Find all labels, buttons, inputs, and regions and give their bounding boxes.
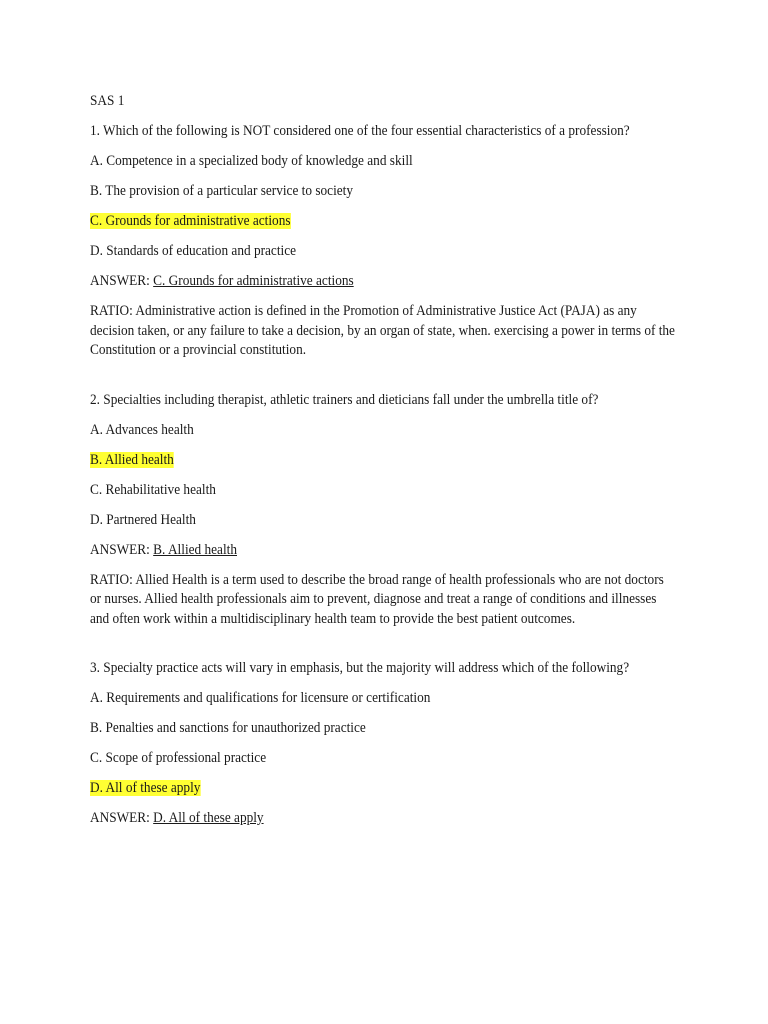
answer-value: C. Grounds for administrative actions (153, 273, 354, 289)
question-block-2 (90, 391, 664, 630)
ratio-text: RATIO: Administrative action is defined in the Promotion of Administrative Justice Act (PAJA) as any decision taken, or any failure to take a decision, by an organ of state, when. exercising a power in terms of the Constitution or a provincial constitution. (90, 303, 675, 358)
option-c: C. Rehabilitative health (90, 481, 216, 498)
answer-line (90, 272, 676, 292)
answer-value: B. Allied health (153, 541, 237, 558)
answer-line (90, 541, 676, 561)
answer-label: ANSWER: (90, 273, 154, 289)
option-d-highlighted (90, 779, 676, 799)
question-text: 1. Which of the following is NOT considered one of the four essential characteristics of a profession? (90, 123, 630, 139)
option-b: B. The provision of a particular service to society (90, 183, 354, 199)
answer-label: ANSWER: (90, 810, 154, 826)
option-b-highlighted (90, 451, 676, 471)
option-c-highlighted (90, 212, 676, 232)
answer-value: D. All of these apply (153, 810, 264, 826)
question-block-1 (90, 122, 675, 361)
highlighted-answer-option: B. Allied health (90, 451, 174, 468)
option-a: A. Requirements and qualifications for licensure or certification (90, 690, 431, 706)
question-text: 3. Specialty practice acts will vary in emphasis, but the majority will address which of the following? (90, 660, 630, 676)
answer-line (90, 809, 676, 829)
option-d: D. Standards of education and practice (90, 243, 297, 259)
option-d: D. Partnered Health (90, 511, 196, 528)
question-block-3 (90, 659, 648, 829)
highlighted-answer-option: C. Grounds for administrative actions (90, 213, 291, 229)
document-title: SAS 1 (90, 93, 125, 109)
option-b: B. Penalties and sanctions for unauthorized practice (90, 720, 366, 736)
option-a: A. Advances health (90, 421, 194, 438)
option-c: C. Scope of professional practice (90, 750, 267, 766)
question-text: 2. Specialties including therapist, athletic trainers and dieticians fall under the umbrella title of? (90, 391, 599, 408)
spacer (90, 371, 648, 391)
option-a: A. Competence in a specialized body of knowledge and skill (90, 153, 413, 169)
answer-label: ANSWER: (90, 541, 154, 558)
ratio-text: RATIO: Allied Health is a term used to describe the broad range of health professionals who are not doctors or nurses. Allied health professionals aim to prevent, diagnose and treat a range of conditions and illnesses and often work within a multidisciplinary health team to provide the best patient outcomes. (90, 571, 664, 627)
highlighted-answer-option: D. All of these apply (90, 780, 201, 796)
spacer (90, 640, 648, 660)
document-page (90, 92, 675, 839)
